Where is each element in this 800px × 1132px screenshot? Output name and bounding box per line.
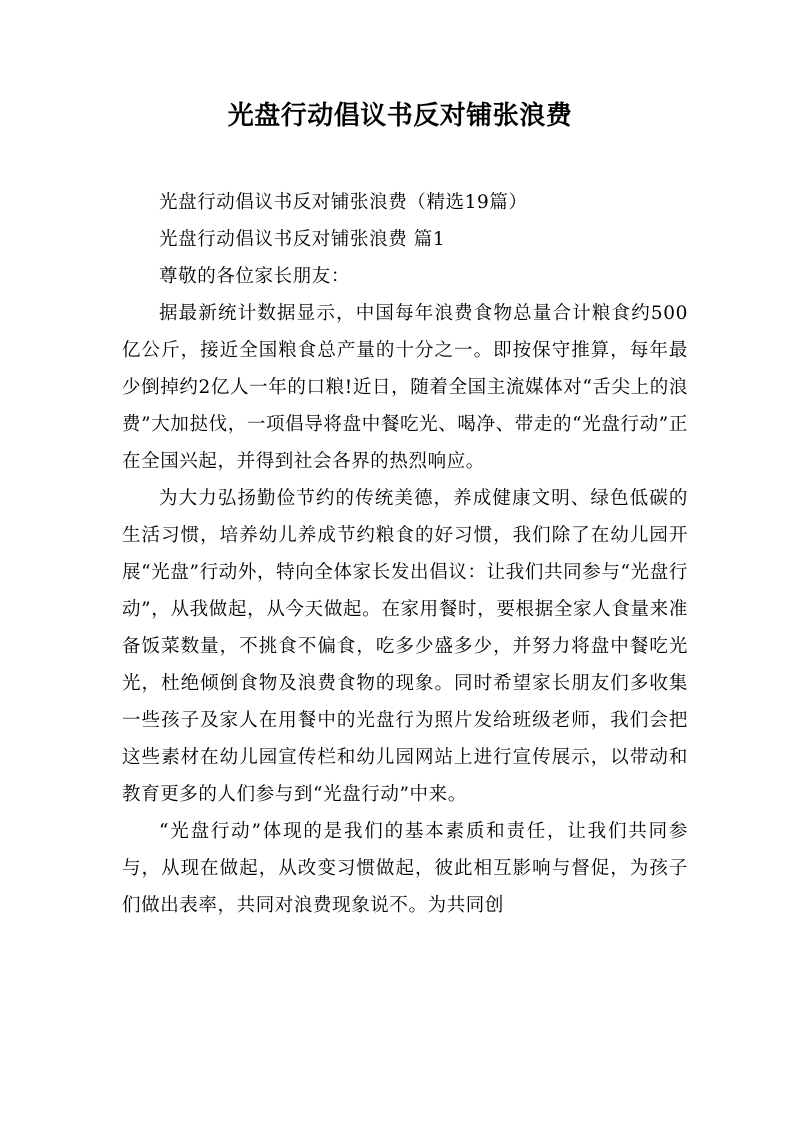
salutation: 尊敬的各位家长朋友： bbox=[159, 266, 351, 287]
document-body bbox=[122, 184, 688, 924]
section-heading: 光盘行动倡议书反对铺张浪费 篇1 bbox=[159, 229, 446, 250]
document-subtitle: 光盘行动倡议书反对铺张浪费（精选19篇） bbox=[159, 192, 528, 213]
paragraph-initiative: 为大力弘扬勤俭节约的传统美德，养成健康文明、绿色低碳的生活习惯，培养幼儿养成节约粮食的好习惯，我们除了在幼儿园开展“光盘”行动外，特向全体家长发出倡议：让我们共同参与“光盘行动”，从我做起，从今天做起。在家用餐时，要根据全家人食量来准备饭菜数量，不挑食不偏食，吃多少盛多少，并努力将盘中餐吃光光，杜绝倾倒食物及浪费食物的现象。同时希望家长朋友们多收集一些孩子及家人在用餐中的光盘行为照片发给班级老师，我们会把这些素材在幼儿园宣传栏和幼儿园网站上进行宣传展示，以带动和教育更多的人们参与到“光盘行动”中来。 bbox=[122, 488, 688, 805]
paragraph-statistics: 据最新统计数据显示，中国每年浪费食物总量合计粮食约500亿公斤，接近全国粮食总产量的十分之一。即按保守推算，每年最少倒掉约2亿人一年的口粮!近日，随着全国主流媒体对“舌尖上的浪费”大加挞伐，一项倡导将盘中餐吃光、喝净、带走的“光盘行动”正在全国兴起，并得到社会各界的热烈响应。 bbox=[122, 303, 688, 472]
paragraph-responsibility: “光盘行动”体现的是我们的基本素质和责任，让我们共同参与，从现在做起，从改变习惯做起，彼此相互影响与督促，为孩子们做出表率，共同对浪费现象说不。为共同创 bbox=[122, 821, 688, 916]
document-title: 光盘行动倡议书反对铺张浪费 bbox=[227, 101, 573, 131]
